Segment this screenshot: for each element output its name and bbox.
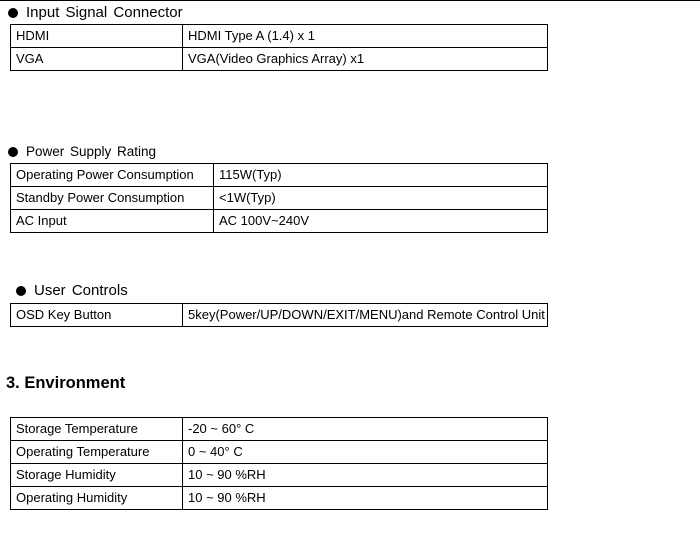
table-row — [11, 187, 548, 210]
table-cell-value: VGA(Video Graphics Array) x1 — [183, 48, 548, 71]
table-cell-label: Operating Humidity — [11, 487, 183, 510]
table-row — [11, 164, 548, 187]
table-cell-label: VGA — [11, 48, 183, 71]
table-cell-value: 5key(Power/UP/DOWN/EXIT/MENU)and Remote Control Unit — [183, 304, 548, 327]
table-cell-value: 10 ~ 90 %RH — [183, 464, 548, 487]
table-row — [11, 304, 548, 327]
power-supply-rating-table — [10, 163, 548, 233]
power-supply-rating-heading — [8, 144, 156, 159]
table-cell-label: Storage Temperature — [11, 418, 183, 441]
user-controls-heading — [16, 282, 128, 299]
bullet-icon — [16, 286, 26, 296]
environment-heading: 3. Environment — [6, 374, 126, 392]
table-cell-value: -20 ~ 60° C — [183, 418, 548, 441]
table-cell-value: AC 100V~240V — [214, 210, 548, 233]
table-cell-label: Operating Temperature — [11, 441, 183, 464]
table-row — [11, 48, 548, 71]
input-signal-connector-heading — [8, 4, 183, 21]
bullet-icon — [8, 147, 18, 157]
table-row — [11, 464, 548, 487]
table-cell-value: HDMI Type A (1.4) x 1 — [183, 25, 548, 48]
table-cell-label: Operating Power Consumption — [11, 164, 214, 187]
table-row — [11, 418, 548, 441]
input-signal-connector-table — [10, 24, 548, 71]
table-cell-label: AC Input — [11, 210, 214, 233]
table-cell-label: Storage Humidity — [11, 464, 183, 487]
table-row — [11, 441, 548, 464]
table-cell-label: OSD Key Button — [11, 304, 183, 327]
table-cell-label: Standby Power Consumption — [11, 187, 214, 210]
table-cell-value: 115W(Typ) — [214, 164, 548, 187]
table-cell-value: 10 ~ 90 %RH — [183, 487, 548, 510]
user-controls-title: User Controls — [34, 282, 128, 299]
table-cell-label: HDMI — [11, 25, 183, 48]
bullet-icon — [8, 8, 18, 18]
user-controls-table — [10, 303, 548, 327]
table-row — [11, 210, 548, 233]
table-cell-value: <1W(Typ) — [214, 187, 548, 210]
environment-table — [10, 417, 548, 510]
table-row — [11, 25, 548, 48]
table-row — [11, 487, 548, 510]
power-supply-rating-title: Power Supply Rating — [26, 144, 157, 159]
input-signal-connector-title: Input Signal Connector — [26, 4, 183, 21]
top-rule — [0, 0, 700, 1]
table-cell-value: 0 ~ 40° C — [183, 441, 548, 464]
